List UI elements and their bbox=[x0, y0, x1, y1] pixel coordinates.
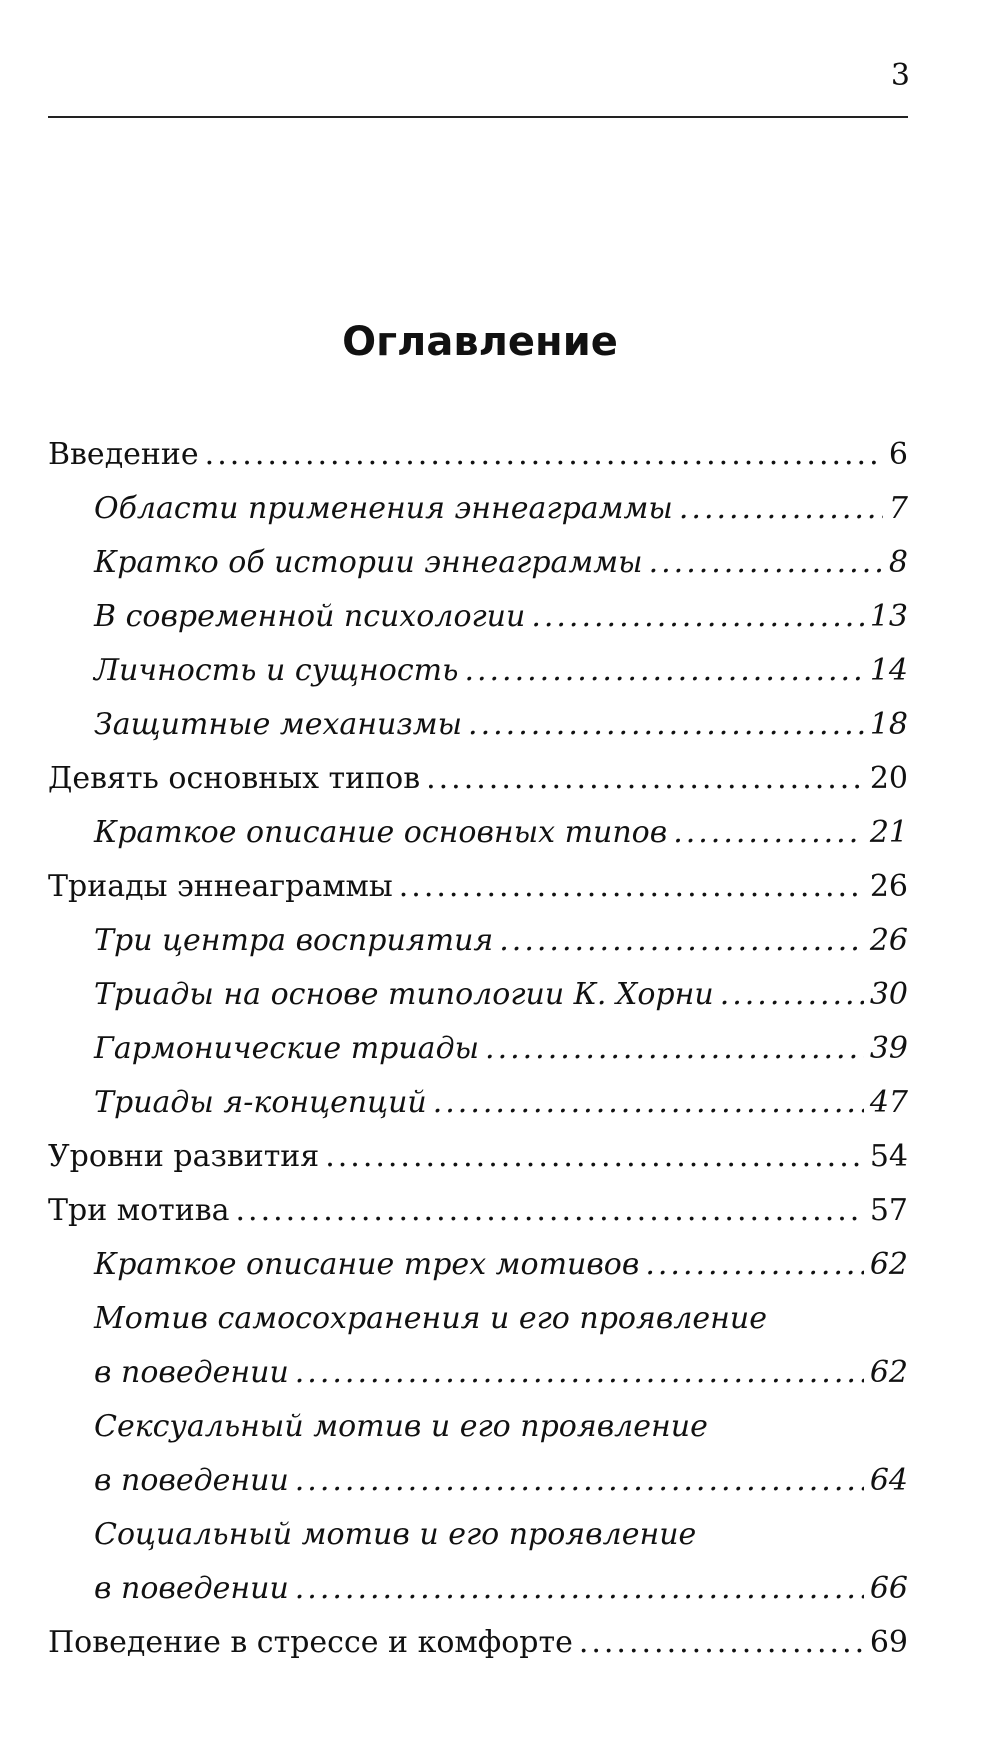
dot-leader bbox=[295, 1346, 864, 1400]
dot-leader bbox=[433, 1076, 864, 1130]
toc-entry[interactable] bbox=[48, 1076, 908, 1130]
toc-entry[interactable] bbox=[48, 590, 908, 644]
toc-entry-page: 69 bbox=[869, 1625, 908, 1660]
dot-leader bbox=[295, 1562, 864, 1616]
dot-leader bbox=[205, 428, 883, 482]
toc-entry-heading-line[interactable] bbox=[48, 1292, 908, 1346]
dot-leader bbox=[464, 644, 863, 698]
toc-entry-page: 18 bbox=[869, 707, 908, 742]
toc-entry[interactable] bbox=[48, 1022, 908, 1076]
toc-entry-label: Кратко об истории эннеаграммы bbox=[94, 545, 643, 580]
toc-entry-label: Гармонические триады bbox=[94, 1031, 480, 1066]
toc-entry-introduction[interactable] bbox=[48, 428, 908, 482]
toc-entry-label: в поведении bbox=[94, 1355, 289, 1390]
toc-entry-page: 54 bbox=[869, 1139, 908, 1174]
toc-entry[interactable] bbox=[48, 806, 908, 860]
toc-entry-page: 26 bbox=[869, 923, 908, 958]
toc-entry-label: в поведении bbox=[94, 1463, 289, 1498]
toc-entry-label: Триады на основе типологии К. Хорни bbox=[94, 977, 714, 1012]
toc-entry-heading-line[interactable] bbox=[48, 1400, 908, 1454]
dot-leader bbox=[499, 914, 864, 968]
toc-entry[interactable] bbox=[48, 1616, 908, 1670]
dot-leader bbox=[531, 590, 863, 644]
toc-entry-label: Введение bbox=[48, 437, 199, 472]
toc-entry-label: Сексуальный мотив и его проявление bbox=[94, 1409, 708, 1444]
toc-entry[interactable] bbox=[48, 644, 908, 698]
toc-entry-label: Защитные механизмы bbox=[94, 707, 463, 742]
toc-entry[interactable] bbox=[48, 536, 908, 590]
toc-entry-page: 66 bbox=[869, 1571, 908, 1606]
toc-entry[interactable] bbox=[48, 1562, 908, 1616]
toc-entry[interactable] bbox=[48, 968, 908, 1022]
toc-entry-page: 13 bbox=[869, 599, 908, 634]
toc-entry-label: Девять основных типов bbox=[48, 761, 421, 796]
toc-entry-label: Личность и сущность bbox=[94, 653, 459, 688]
toc-entry[interactable] bbox=[48, 914, 908, 968]
dot-leader bbox=[325, 1130, 864, 1184]
dot-leader bbox=[679, 482, 883, 536]
toc-entry[interactable] bbox=[48, 1130, 908, 1184]
toc-entry[interactable] bbox=[48, 1238, 908, 1292]
toc-entry-page: 62 bbox=[869, 1355, 908, 1390]
toc-entry-page: 26 bbox=[869, 869, 908, 904]
toc-entry-page: 8 bbox=[888, 545, 908, 580]
toc-entry-page: 57 bbox=[869, 1193, 908, 1228]
toc-entry[interactable] bbox=[48, 1184, 908, 1238]
toc-entry[interactable] bbox=[48, 1346, 908, 1400]
toc-entry[interactable] bbox=[48, 698, 908, 752]
page-title: Оглавление bbox=[342, 318, 618, 365]
toc-entry-label: В современной психологии bbox=[94, 599, 526, 634]
dot-leader bbox=[236, 1184, 864, 1238]
toc-entry-page: 62 bbox=[869, 1247, 908, 1282]
toc-entry-label: Мотив самосохранения и его проявление bbox=[94, 1301, 768, 1336]
toc-entry-page: 30 bbox=[869, 977, 908, 1012]
table-of-contents bbox=[48, 428, 908, 1670]
toc-entry-label: Краткое описание основных типов bbox=[94, 815, 668, 850]
toc-entry-label: Социальный мотив и его проявление bbox=[94, 1517, 697, 1552]
dot-leader bbox=[295, 1454, 864, 1508]
dot-leader bbox=[579, 1616, 864, 1670]
dot-leader bbox=[399, 860, 864, 914]
dot-leader bbox=[485, 1022, 864, 1076]
toc-entry[interactable] bbox=[48, 1454, 908, 1508]
toc-entry[interactable] bbox=[48, 482, 908, 536]
toc-entry-page: 20 bbox=[869, 761, 908, 796]
toc-entry-page: 21 bbox=[869, 815, 908, 850]
toc-entry-label: Краткое описание трех мотивов bbox=[94, 1247, 640, 1282]
toc-entry-heading-line[interactable] bbox=[48, 1508, 908, 1562]
header-rule bbox=[48, 116, 908, 118]
dot-leader bbox=[673, 806, 864, 860]
toc-entry-page: 47 bbox=[869, 1085, 908, 1120]
toc-entry[interactable] bbox=[48, 752, 908, 806]
dot-leader bbox=[645, 1238, 863, 1292]
dot-leader bbox=[426, 752, 864, 806]
toc-entry-label: Поведение в стрессе и комфорте bbox=[48, 1625, 573, 1660]
toc-entry-label: в поведении bbox=[94, 1571, 289, 1606]
toc-entry-label: Уровни развития bbox=[48, 1139, 320, 1174]
toc-entry-page: 14 bbox=[869, 653, 908, 688]
toc-entry-page: 6 bbox=[888, 437, 908, 472]
toc-entry-label: Области применения эннеаграммы bbox=[94, 491, 673, 526]
dot-leader bbox=[720, 968, 864, 1022]
dot-leader bbox=[468, 698, 864, 752]
page-number: 3 bbox=[890, 58, 910, 93]
toc-entry-label: Три мотива bbox=[48, 1193, 230, 1228]
toc-entry-label: Три центра восприятия bbox=[94, 923, 494, 958]
toc-entry[interactable] bbox=[48, 860, 908, 914]
toc-entry-label: Триады я-концепций bbox=[94, 1085, 427, 1120]
toc-entry-page: 64 bbox=[869, 1463, 908, 1498]
dot-leader bbox=[649, 536, 883, 590]
toc-entry-page: 7 bbox=[888, 491, 908, 526]
toc-entry-label: Триады эннеаграммы bbox=[48, 869, 393, 904]
toc-entry-page: 39 bbox=[869, 1031, 908, 1066]
